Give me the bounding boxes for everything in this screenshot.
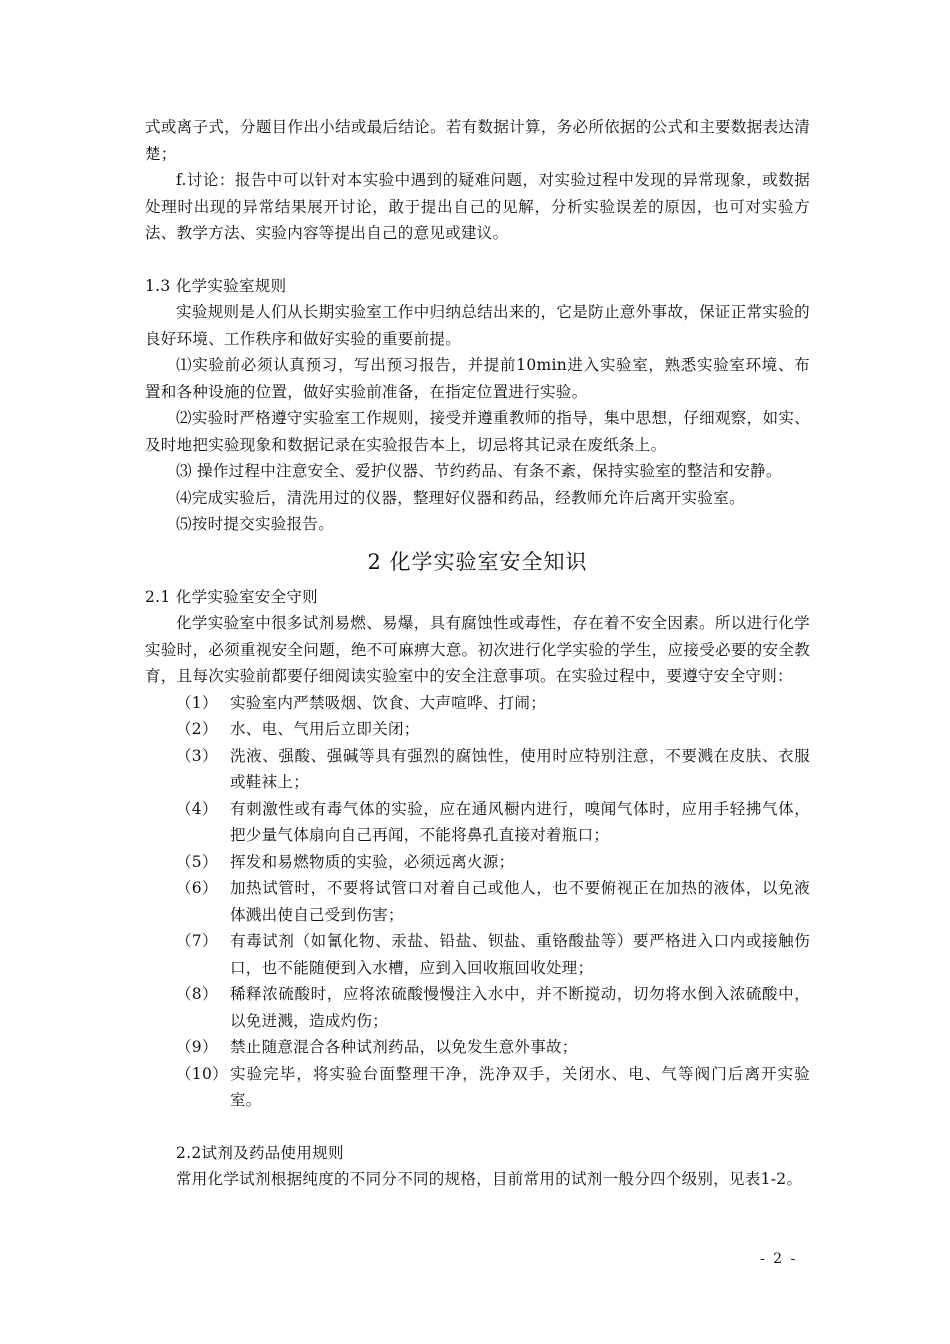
list-item (176, 981, 810, 1034)
list-item (176, 1034, 810, 1061)
list-text: 实验完毕，将实验台面整理干净，洗净双手，关闭水、电、气等阀门后离开实验室。 (230, 1064, 810, 1109)
list-text: 洗液、强酸、强碱等具有强烈的腐蚀性，使用时应特别注意，不要溅在皮肤、衣服或鞋袜上； (230, 746, 810, 791)
section-heading-2-1: 2.1 化学实验室安全守则 (145, 587, 318, 606)
list-number: （5） (176, 852, 218, 871)
list-item (176, 928, 810, 981)
paragraph: 化学实验室中很多试剂易燃、易爆，具有腐蚀性或毒性，存在着不安全因素。所以进行化学实验时，必须重视安全问题，绝不可麻痹大意。初次进行化学实验的学生，应接受必要的安全教育，且每次实验前都要仔细阅读实验室中的安全注意事项。在实验过程中，要遵守安全守则： (145, 614, 810, 685)
safety-rules-list (145, 690, 810, 1114)
list-item: ⑷完成实验后，清洗用过的仪器，整理好仪器和药品，经教师允许后离开实验室。 (176, 488, 745, 507)
list-text: 加热试管时，不要将试管口对着自己或他人，也不要俯视正在加热的液体，以免液体溅出使自己受到伤害； (230, 879, 810, 924)
document-page (145, 114, 810, 1193)
section-heading-2-2: 2.2试剂及药品使用规则 (176, 1143, 344, 1162)
list-number: （7） (176, 932, 218, 950)
list-number: （1） (176, 693, 218, 712)
list-item (176, 1061, 810, 1114)
list-item: ⑵实验时严格遵守实验室工作规则，接受并遵重教师的指导，集中思想，仔细观察，如实、及时地把实验现象和数据记录在实验报告本上，切忌将其记录在废纸条上。 (145, 409, 810, 454)
list-text: 有毒试剂（如氰化物、汞盐、铅盐、钡盐、重铬酸盐等）要严格进入口内或接触伤口，也不能随便到入水槽，应到入回收瓶回收处理； (230, 932, 810, 977)
list-number: （4） (176, 799, 218, 818)
list-text: 禁止随意混合各种试剂药品，以免发生意外事故； (230, 1038, 578, 1056)
page-number: - 2 - (760, 1251, 798, 1267)
list-number: （8） (176, 985, 218, 1003)
list-item (176, 743, 810, 796)
paragraph: 常用化学试剂根据纯度的不同分不同的规格，目前常用的试剂一般分四个级别，见表1-2。 (176, 1170, 803, 1188)
list-number: （10） (176, 1064, 228, 1083)
list-text: 实验室内严禁吸烟、饮食、大声喧哗、打闹； (230, 693, 547, 712)
list-text: 有刺激性或有毒气体的实验，应在通风橱内进行，嗅闻气体时，应用手轻拂气体，把少量气体扇向自己再闻，不能将鼻孔直接对着瓶口； (230, 799, 810, 844)
chapter-title: 2 化学实验室安全知识 (367, 549, 588, 574)
list-item: ⑸按时提交实验报告。 (176, 515, 335, 533)
paragraph: 式或离子式，分题目作出小结或最后结论。若有数据计算，务必所依据的公式和主要数据表达清楚； (145, 118, 810, 163)
list-item (176, 690, 810, 717)
list-item (176, 849, 810, 876)
list-item (176, 796, 810, 849)
list-item (176, 716, 810, 743)
paragraph-discussion: f.讨论：报告中可以针对本实验中遇到的疑难问题，对实验过程中发现的异常现象，或数据处理时出现的异常结果展开讨论，敢于提出自己的见解，分析实验误差的原因，也可对实验方法、教学方法、实验内容等提出自己的意见或建议。 (145, 171, 810, 242)
list-item: ⑶ 操作过程中注意安全、爱护仪器、节约药品、有条不紊，保持实验室的整洁和安静。 (176, 462, 782, 480)
list-number: （3） (176, 746, 218, 765)
list-number: （9） (176, 1038, 218, 1056)
paragraph: 实验规则是人们从长期实验室工作中归纳总结出来的，它是防止意外事故，保证正常实验的良好环境、工作秩序和做好实验的重要前提。 (145, 303, 810, 348)
list-text: 稀释浓硫酸时，应将浓硫酸慢慢注入水中，并不断搅动，切勿将水倒入浓硫酸中，以免迸溅，造成灼伤； (230, 985, 810, 1030)
section-heading-1-3: 1.3 化学实验室规则 (145, 276, 287, 295)
list-item (176, 875, 810, 928)
list-item: ⑴实验前必须认真预习，写出预习报告，并提前10min进入实验室，熟悉实验室环境、布置和各种设施的位置，做好实验前准备，在指定位置进行实验。 (145, 356, 810, 401)
list-number: （6） (176, 879, 218, 897)
list-text: 挥发和易燃物质的实验，必须远离火源； (230, 852, 515, 871)
list-number: （2） (176, 720, 218, 738)
list-text: 水、电、气用后立即关闭； (230, 720, 420, 738)
